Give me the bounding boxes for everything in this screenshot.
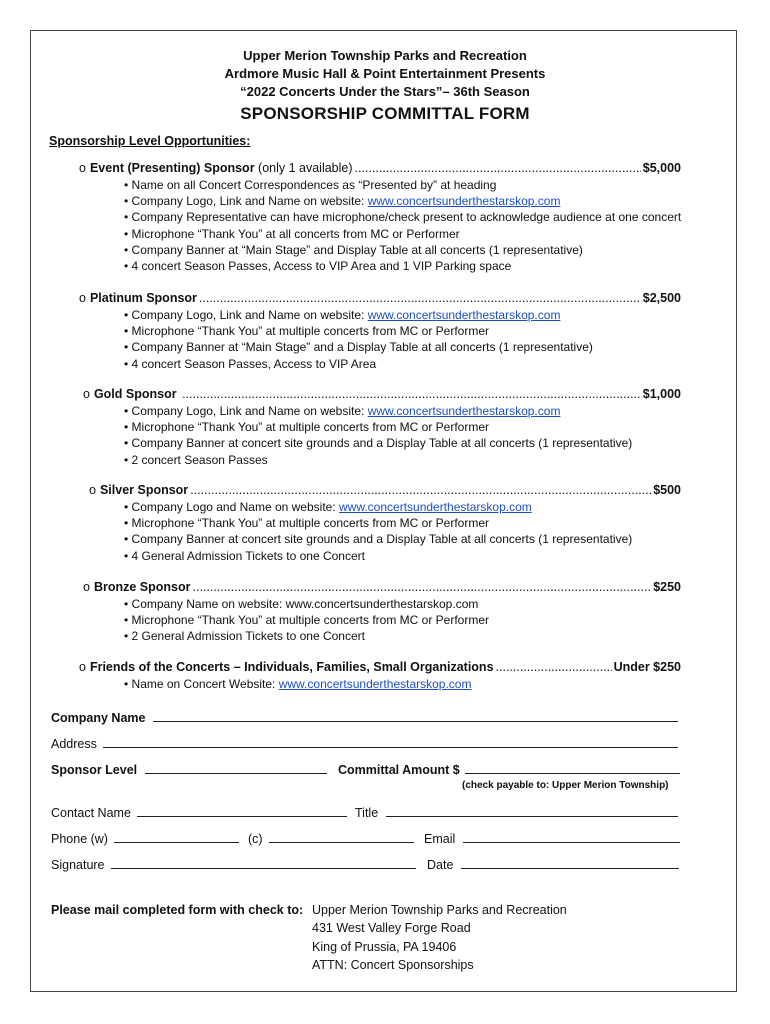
benefit-text: • Microphone “Thank You” at all concerts from MC or Performer — [124, 226, 460, 241]
benefit-text: • 2 General Admission Tickets to one Concert — [124, 629, 365, 644]
tier-name: Silver Sponsor — [99, 483, 189, 497]
tier-note — [177, 387, 180, 401]
benefit-text: • 2 concert Season Passes — [124, 452, 268, 467]
signature-row — [51, 857, 416, 872]
tier-name: Friends of the Concerts – Individuals, Families, Small Organizations — [89, 660, 494, 674]
dot-leader — [199, 291, 641, 305]
website-link[interactable]: www.concertsunderthestarskop.com — [367, 308, 561, 322]
address-label: Address — [51, 737, 97, 751]
benefit-text: • Name on all Concert Correspondences as “Presented by” at heading — [124, 178, 497, 192]
title-label: Title — [355, 806, 379, 820]
benefit-text: • 4 General Admission Tickets to one Concert — [124, 548, 365, 563]
checkbox-marker[interactable]: o — [79, 291, 86, 305]
dot-leader — [496, 660, 612, 674]
website-link[interactable]: www.concertsunderthestarskop.com — [367, 404, 561, 418]
checkbox-marker[interactable]: o — [89, 483, 96, 497]
benefit-item — [124, 357, 376, 371]
address-field[interactable] — [103, 736, 678, 748]
email-field[interactable] — [463, 831, 680, 843]
tier-price: Under $250 — [613, 660, 681, 674]
address-row — [51, 736, 678, 751]
section-title: Sponsorship Level Opportunities: — [49, 134, 251, 148]
tier-price: $2,500 — [642, 291, 681, 305]
benefit-text: • Microphone “Thank You” at multiple concerts from MC or Performer — [124, 324, 490, 339]
contact-name-label: Contact Name — [51, 806, 131, 820]
benefit-item — [124, 210, 681, 224]
tier-row — [83, 387, 681, 401]
committal-amount-label: Committal Amount $ — [338, 763, 460, 777]
benefit-text: • Company Logo, Link and Name on website: — [124, 194, 368, 209]
phone-c-field[interactable] — [269, 831, 414, 843]
benefit-item — [124, 436, 632, 450]
checkbox-marker[interactable]: o — [83, 580, 90, 594]
company-name-row — [51, 710, 678, 725]
mail-address-line: 431 West Valley Forge Road — [312, 921, 471, 935]
dot-leader — [190, 483, 651, 497]
title-row — [355, 805, 678, 820]
tier-name: Bronze Sponsor — [93, 580, 191, 594]
website-link[interactable]: www.concertsunderthestarskop.com — [278, 677, 472, 691]
checkbox-marker[interactable]: o — [79, 161, 86, 175]
contact-name-row — [51, 805, 347, 820]
phone-row — [51, 831, 239, 846]
benefit-text: • Company Banner at concert site grounds and a Display Table at all concerts (1 representative) — [124, 436, 633, 451]
tier-price: $250 — [653, 580, 681, 594]
benefit-item — [124, 259, 511, 273]
benefit-text: • Company Logo and Name on website: — [124, 500, 339, 514]
benefit-text: • Microphone “Thank You” at multiple concerts from MC or Performer — [124, 516, 490, 531]
benefit-text: • Microphone “Thank You” at multiple concerts from MC or Performer — [124, 613, 490, 628]
date-field[interactable] — [461, 857, 679, 869]
date-label: Date — [427, 858, 454, 872]
mail-label: Please mail completed form with check to: — [51, 903, 304, 917]
tier-row — [79, 161, 681, 175]
tier-name: Gold Sponsor — [93, 387, 177, 401]
mail-address-line: King of Prussia, PA 19406 — [312, 940, 457, 954]
form-title: SPONSORSHIP COMMITTAL FORM — [240, 104, 530, 123]
sponsor-level-field[interactable] — [145, 762, 327, 774]
benefit-text: • 4 concert Season Passes, Access to VIP Area — [124, 356, 377, 371]
checkbox-marker[interactable]: o — [83, 387, 90, 401]
benefit-item — [124, 178, 496, 192]
company-name-field[interactable] — [153, 710, 678, 722]
signature-label: Signature — [51, 858, 105, 872]
benefit-item — [124, 404, 560, 418]
sponsor-level-row — [51, 762, 327, 777]
dot-leader — [182, 387, 641, 401]
committal-amount-row — [338, 762, 680, 777]
dot-leader — [193, 580, 652, 594]
check-payable-note: (check payable to: Upper Merion Township) — [462, 780, 669, 791]
tier-price: $500 — [653, 483, 681, 497]
benefit-text: • Company Banner at “Main Stage” and Display Table at all concerts (1 representative) — [124, 242, 583, 257]
benefit-text: • Name on Concert Website: — [124, 677, 279, 691]
tier-name: Platinum Sponsor — [89, 291, 197, 305]
benefit-item — [124, 194, 560, 208]
title-field[interactable] — [386, 805, 678, 817]
benefit-text: • Company Logo, Link and Name on website: — [124, 308, 368, 322]
benefit-text: • Company Banner at “Main Stage” and a Display Table at all concerts (1 representative) — [124, 340, 593, 355]
benefit-item — [124, 340, 593, 354]
mail-address-line: ATTN: Concert Sponsorships — [312, 958, 474, 972]
committal-amount-field[interactable] — [465, 762, 680, 774]
website-link[interactable]: www.concertsunderthestarskop.com — [339, 500, 532, 514]
tier-row — [79, 291, 681, 305]
benefit-item — [124, 613, 489, 627]
phone-w-field[interactable] — [114, 831, 239, 843]
benefit-item — [124, 629, 365, 643]
benefit-item — [124, 532, 632, 546]
dot-leader — [355, 161, 641, 175]
benefit-text: • 4 concert Season Passes, Access to VIP Area and 1 VIP Parking space — [124, 259, 512, 273]
tier-name: Event (Presenting) Sponsor — [89, 161, 255, 175]
contact-name-field[interactable] — [137, 805, 347, 817]
signature-field[interactable] — [111, 857, 416, 869]
checkbox-marker[interactable]: o — [79, 660, 86, 674]
tier-row — [89, 483, 681, 497]
mail-address-line: Upper Merion Township Parks and Recreation — [312, 903, 567, 917]
tier-note: (only 1 available) — [254, 161, 353, 175]
date-row — [427, 857, 679, 872]
tier-price: $1,000 — [642, 387, 681, 401]
benefit-item — [124, 453, 268, 467]
header-org: Upper Merion Township Parks and Recreation — [243, 48, 527, 63]
benefit-item — [124, 597, 478, 611]
tier-price: $5,000 — [642, 161, 681, 175]
benefit-text: • Microphone “Thank You” at multiple concerts from MC or Performer — [124, 420, 490, 435]
benefit-text: • Company Representative can have microphone/check present to acknowledge audience at one concert — [124, 210, 682, 225]
email-row — [424, 831, 680, 846]
benefit-text: • Company Name on website: www.concertsunderthestarskop.com — [124, 597, 479, 611]
benefit-text: • Company Logo, Link and Name on website: — [124, 404, 368, 418]
phone-c-label: (c) — [248, 832, 263, 846]
sponsor-level-label: Sponsor Level — [51, 763, 138, 777]
phone-w-label: Phone (w) — [51, 832, 108, 846]
phone-c-row — [248, 831, 414, 846]
header-event: “2022 Concerts Under the Stars”– 36th Season — [240, 84, 530, 99]
benefit-item — [124, 549, 365, 563]
benefit-item — [124, 516, 489, 530]
benefit-item — [124, 227, 460, 241]
benefit-item — [124, 243, 583, 257]
header-presenters: Ardmore Music Hall & Point Entertainment Presents — [224, 66, 546, 81]
benefit-text: • Company Banner at concert site grounds and a Display Table at all concerts (1 representative) — [124, 532, 633, 547]
benefit-item — [124, 420, 489, 434]
benefit-item — [124, 324, 489, 338]
tier-row — [83, 580, 681, 594]
benefit-item — [124, 500, 532, 514]
website-link[interactable]: www.concertsunderthestarskop.com — [367, 194, 561, 209]
email-label: Email — [424, 832, 456, 846]
tier-row — [79, 660, 681, 674]
benefit-item — [124, 308, 560, 322]
company-name-label: Company Name — [51, 711, 146, 725]
benefit-item — [124, 677, 471, 691]
